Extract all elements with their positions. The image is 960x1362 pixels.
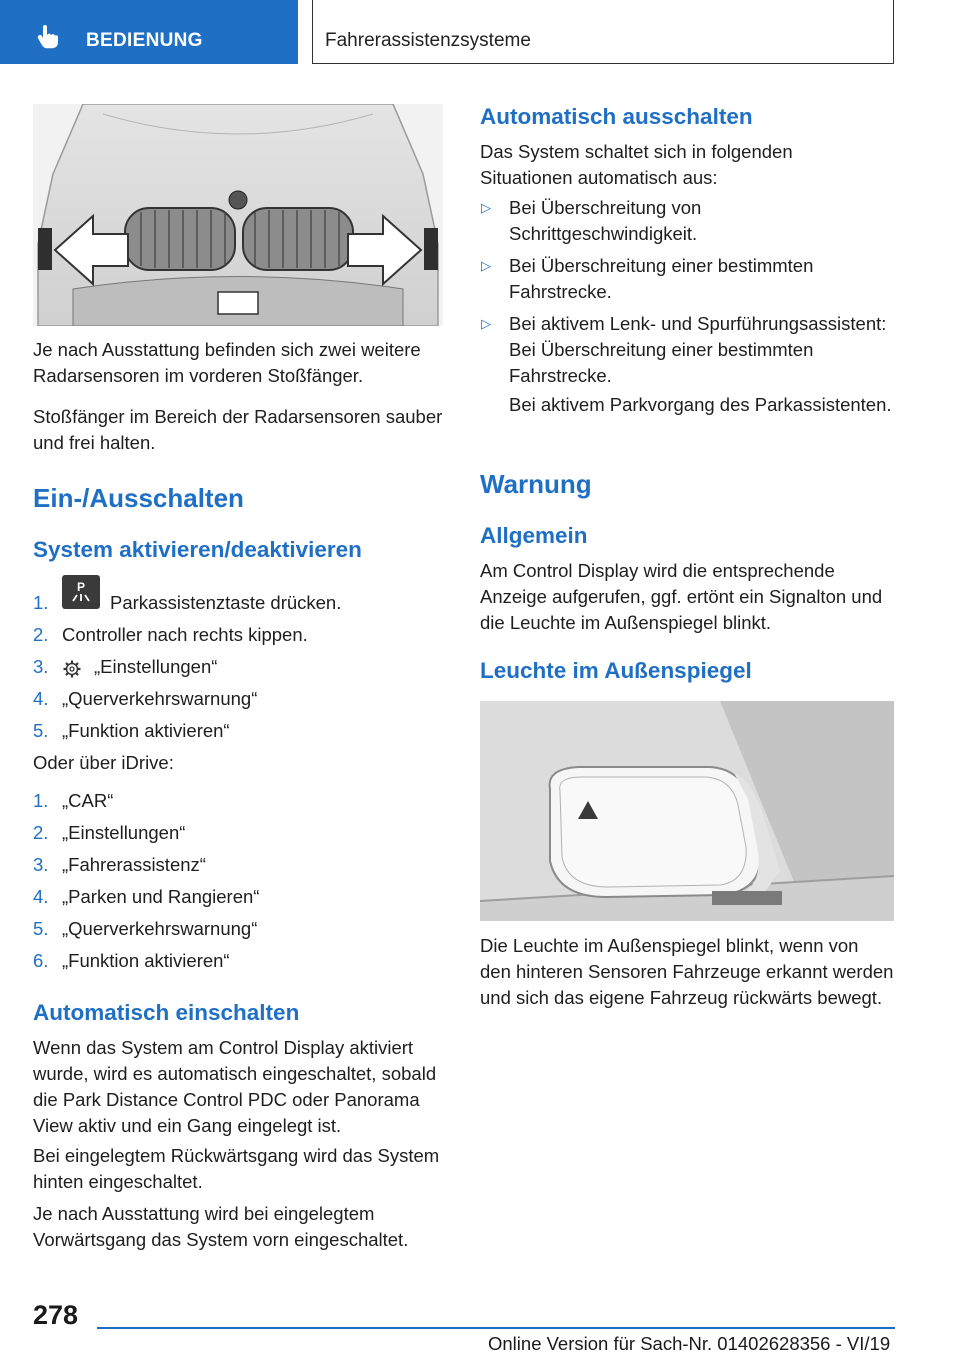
general-paragraph: Am Control Display wird die entsprechende Anzeige aufgerufen, ggf. ertönt ein Signalton und die Leuchte im Außenspiegel blinkt. <box>480 560 883 633</box>
heading-warning: Warnung <box>480 469 592 499</box>
bullet-item: Bei Überschreitung einer bestimmten Fahrstrecke. <box>509 255 814 302</box>
step-number: 1. <box>33 790 49 811</box>
page-number: 278 <box>33 1300 79 1330</box>
mirror-caption: Die Leuchte im Außenspiegel blinkt, wenn von den hinteren Sensoren Fahrzeuge erkannt werden und sich das eigene Fahrzeug rückwärts bewegt. <box>480 935 894 1008</box>
step-text: „Parken und Rangieren“ <box>62 886 260 907</box>
step-number: 1. <box>33 592 49 613</box>
step-text: „Querverkehrswarnung“ <box>62 918 258 939</box>
or-idrive: Oder über iDrive: <box>33 752 174 773</box>
heading-activate: System aktivieren/deaktivieren <box>33 537 362 562</box>
auto-off-intro: Das System schaltet sich in folgenden Situationen automatisch aus: <box>480 141 793 188</box>
side-mirror-illustration <box>480 701 894 921</box>
chapter-label: BEDIENUNG <box>86 30 203 51</box>
heading-auto-on: Automatisch einschalten <box>33 1000 300 1025</box>
step-number: 2. <box>33 822 49 843</box>
step-text: „CAR“ <box>62 790 114 811</box>
auto-on-paragraph: Wenn das System am Control Display aktiviert wurde, wird es automatisch eingeschaltet, sobald die Park Distance Control PDC oder Panorama View aktiv und ein Gang eingelegt ist. <box>33 1037 437 1136</box>
step-text: „Funktion aktivieren“ <box>62 720 230 741</box>
footer-divider <box>97 1327 895 1329</box>
step-number: 4. <box>33 886 49 907</box>
bullet-note: Bei aktivem Parkvorgang des Parkassistenten. <box>509 394 892 415</box>
step-number: 4. <box>33 688 49 709</box>
auto-on-forward: Je nach Ausstattung wird bei eingelegtem Vorwärtsgang das System vorn eingeschaltet. <box>33 1203 409 1250</box>
step-text: „Querverkehrswarnung“ <box>62 688 258 709</box>
step-text: Controller nach rechts kippen. <box>62 624 308 645</box>
bullet-item: Bei Überschreitung von Schrittgeschwindigkeit. <box>509 197 702 244</box>
auto-on-reverse: Bei eingelegtem Rückwärtsgang wird das System hinten eingeschaltet. <box>33 1145 440 1192</box>
car-front-illustration <box>33 104 443 326</box>
step-number: 3. <box>33 656 49 677</box>
step-text: „Funktion aktivieren“ <box>62 950 230 971</box>
bullet-triangle-icon: ▷ <box>481 200 491 215</box>
step-text: „Einstellungen“ <box>94 656 218 677</box>
chapter-tab[interactable] <box>0 0 298 64</box>
section-label: Fahrerassistenzsysteme <box>325 30 531 51</box>
hand-pointer-icon <box>34 22 62 50</box>
step-number: 5. <box>33 720 49 741</box>
heading-mirror: Leuchte im Außenspiegel <box>480 658 752 683</box>
bullet-triangle-icon: ▷ <box>481 316 491 331</box>
caption-radar-sensors: Je nach Ausstattung befinden sich zwei weitere Radarsensoren im vorderen Stoßfänger. <box>33 339 421 386</box>
step-number: 3. <box>33 854 49 875</box>
heading-auto-off: Automatisch ausschalten <box>480 104 753 129</box>
step-text: Parkassistenztaste drücken. <box>110 592 342 613</box>
step-number: 2. <box>33 624 49 645</box>
step-number: 5. <box>33 918 49 939</box>
heading-general: Allgemein <box>480 523 588 548</box>
bullet-triangle-icon: ▷ <box>481 258 491 273</box>
bullet-item: Bei aktivem Lenk- und Spurführungsassistent: Bei Überschreitung einer bestimmten Fahrstrecke. <box>509 313 887 386</box>
step-text: „Fahrerassistenz“ <box>62 854 206 875</box>
gear-icon <box>62 659 82 679</box>
caption-keep-clean: Stoßfänger im Bereich der Radarsensoren sauber und frei halten. <box>33 406 443 453</box>
step-text: „Einstellungen“ <box>62 822 186 843</box>
online-version-link[interactable]: Online Version für Sach-Nr. 01402628356 - VI/19 <box>488 1333 891 1354</box>
park-assist-button-icon <box>62 575 100 609</box>
section-header <box>312 0 894 64</box>
svg-text:P: P <box>76 580 86 594</box>
step-number: 6. <box>33 950 49 971</box>
heading-on-off: Ein-/Ausschalten <box>33 483 244 513</box>
